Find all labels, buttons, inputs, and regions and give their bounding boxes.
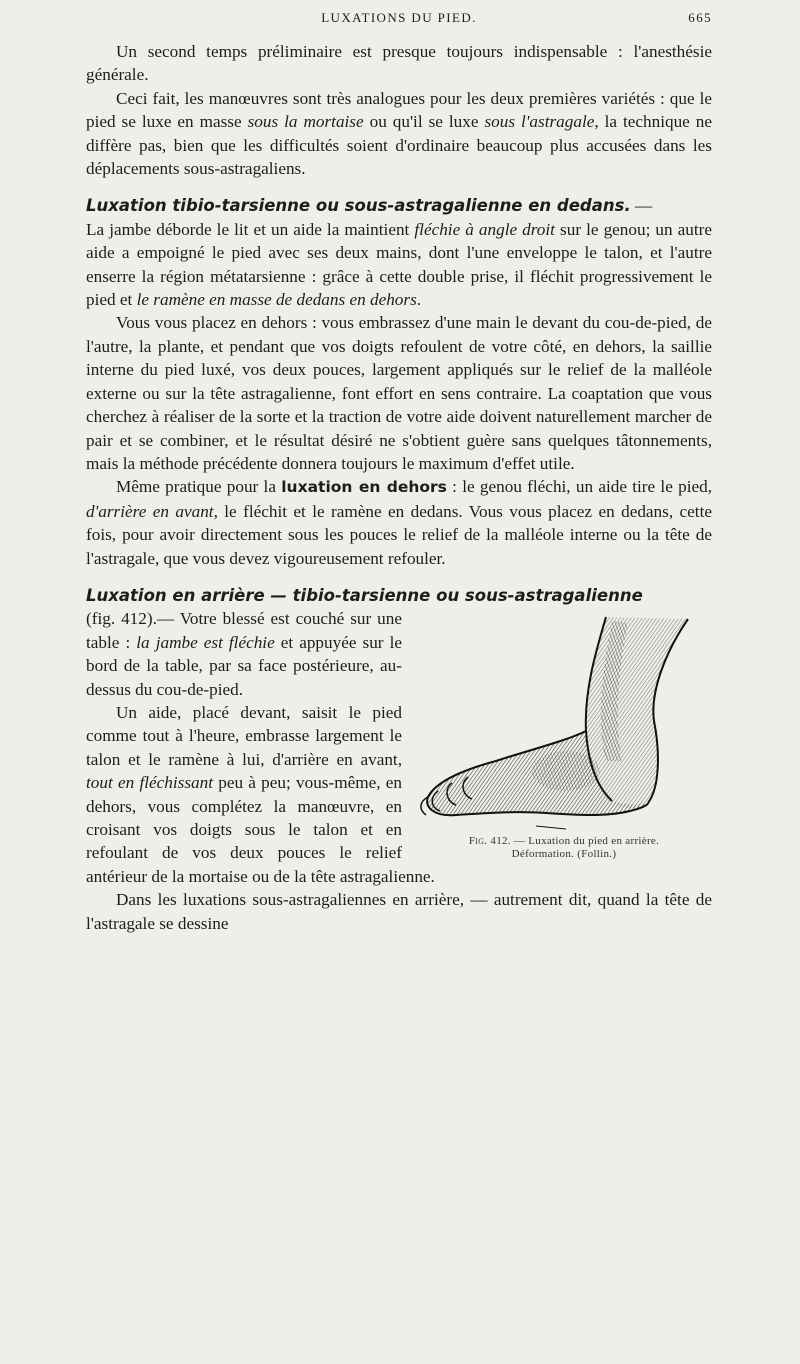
heading-text: Luxation en arrière — tibio-tarsienne ou sous-astragalienne: [86, 585, 643, 605]
text-run: peu à peu; vous-même, en dehors, vous complétez la manœuvre, en croisant vos doigts sous le talon et en refoulant de vos deux pouces le relief antérieur de la mortaise ou de la tête astragalienne.: [86, 773, 435, 886]
body-text: [86, 40, 712, 935]
running-header: [86, 10, 712, 32]
foot-illustration: [416, 611, 712, 841]
page-number: 665: [688, 10, 712, 25]
italic-run: la jambe est fléchie: [136, 632, 275, 652]
text-run: et appuyée sur le bord de la table, par sa face postérieure, au-dessus du cou-de-pied.: [86, 632, 402, 699]
italic-run: sous l'astragale: [484, 112, 595, 132]
text-run: , le fléchit et le ramène en dedans. Vous vous placez en dedans, cette fois, pour avoir directement sous les pouces le relief de la malléole interne ou la tête de l'astragale, que vous devez vigoureusement refouler.: [86, 501, 712, 568]
italic-run: sous la mortaise: [247, 112, 364, 132]
paragraph: Dans les luxations sous-astragaliennes en arrière, — autrement dit, quand la tête de l'astragale se dessine: [86, 890, 712, 933]
text-run: .: [416, 290, 422, 310]
text-run: Un aide, placé devant, saisit le pied comme tout à l'heure, embrasse largement le talon et le ramène à lui, d'arrière en avant,: [86, 702, 402, 769]
bold-run: luxation en dehors: [281, 478, 447, 497]
paragraph: Un second temps préliminaire est presque toujours indispensable : l'anesthésie générale.: [86, 42, 712, 85]
caption-text: — Luxation du pied en arrière.: [510, 835, 660, 848]
text-run: Ceci fait, les manœuvres sont très analogues pour les deux premières variétés : que le pied se luxe en masse: [86, 88, 712, 132]
figure-caption: [416, 835, 712, 861]
running-title: LUXATIONS DU PIED.: [321, 10, 477, 25]
text-run: ou qu'il se luxe: [363, 112, 485, 132]
paragraph: Vous vous placez en dehors : vous embrassez d'une main le devant du cou-de-pied, de l'autre, la plante, et pendant que vos doigts refoulent de votre côté, en dehors, la saillie interne du pied luxé, vos deux pouces, largement appliqués sur le relief de la malléole externe ou sur la tête astragalienne, font effort en sens contraire. La coaptation que vous cherchez à réaliser de la sorte et la traction de votre aide doivent naturellement marcher de pair et se combiner, et le résultat désiré ne s'obtient guère sans quelques tâtonnements, mais la méthode précédente donnera toujours le maximum d'effet utile.: [86, 313, 712, 473]
italic-run: le ramène en masse de dedans en dehors: [136, 290, 417, 310]
heading-dash: —: [630, 196, 653, 216]
caption-label: Fig. 412.: [468, 835, 511, 848]
text-run: (fig. 412).— Votre blessé est couché sur une table :: [86, 609, 402, 652]
text-run: : le genou fléchi, un aide tire le pied,: [446, 477, 712, 497]
paragraph: [86, 475, 712, 570]
paragraph: [86, 218, 712, 312]
italic-run: tout en fléchissant: [86, 773, 213, 793]
heading-text: Luxation tibio-tarsienne ou sous-astragalienne en dedans.: [86, 196, 631, 216]
section-heading-inward: [86, 194, 712, 217]
section-heading-backward: [86, 584, 712, 607]
caption-line2: Déformation. (Follin.): [511, 848, 617, 861]
text-run: sur le genou; un autre aide a empoigné le pied avec ses deux mains, dont l'une enveloppe le talon, et l'autre enserre la région métatarsienne : grâce à cette double prise, il fléchit progressivement le pied et: [86, 219, 713, 310]
text-run: Même pratique pour la: [116, 477, 282, 497]
text-run: , la technique ne diffère pas, bien que les difficultés soient d'ordinaire beaucoup plus accusées dans les déplacements sous-astragaliens.: [86, 112, 713, 179]
paragraph: [86, 87, 712, 181]
italic-run: fléchie à angle droit: [414, 219, 555, 239]
figure-412: [416, 611, 712, 861]
italic-run: d'arrière en avant: [86, 501, 214, 521]
text-run: La jambe déborde le lit et un aide la maintient: [86, 219, 415, 239]
